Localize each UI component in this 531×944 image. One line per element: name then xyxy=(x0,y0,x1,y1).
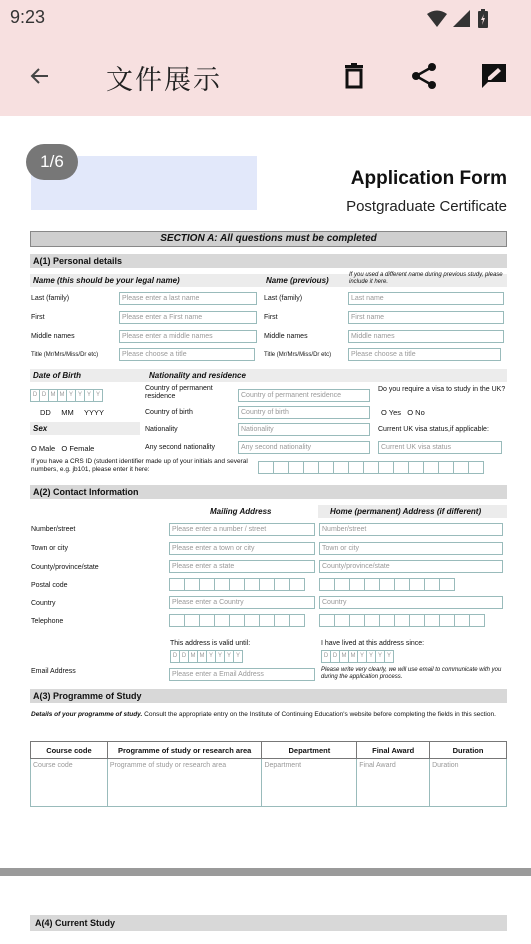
sex-header xyxy=(30,422,140,435)
battery-icon xyxy=(477,9,489,29)
a1-header: A(1) Personal details xyxy=(30,254,507,268)
name-legal-label: Name (this should be your legal name) xyxy=(33,276,180,285)
home-number-street-field[interactable]: Number/street xyxy=(319,523,503,536)
prev-last-name-field[interactable]: Last name xyxy=(348,292,504,305)
page-indicator: 1/6 xyxy=(26,144,78,180)
lived-since-label: I have lived at this address since: xyxy=(321,640,425,647)
mail-town-field[interactable]: Please enter a town or city xyxy=(169,542,315,555)
programme-header: Programme of study or research area xyxy=(107,742,262,759)
mailing-address-label: Mailing Address xyxy=(210,507,272,516)
prev-last-family-label: Last (family) xyxy=(264,295,303,302)
home-postal-cells[interactable] xyxy=(319,578,454,591)
country-label: Country xyxy=(31,600,56,607)
home-town-field[interactable]: Town or city xyxy=(319,542,503,555)
course-code-field[interactable]: Course code xyxy=(31,759,108,807)
feedback-edit-icon xyxy=(480,62,508,90)
prev-middle-names-field[interactable]: Middle names xyxy=(348,330,504,343)
home-country-field[interactable]: Country xyxy=(319,596,503,609)
country-perm-label: Country of permanent residence xyxy=(145,385,213,400)
prev-first-name-field[interactable]: First name xyxy=(348,311,504,324)
crs-id-cells[interactable] xyxy=(258,461,483,474)
crs-note: If you have a CRS ID (student identifier made up of your initials and several numbers, e.g. jb101, please enter it here: xyxy=(31,458,248,473)
prev-title-field[interactable]: Please choose a title xyxy=(348,348,501,361)
sex-options[interactable]: O Male O Female xyxy=(31,444,95,453)
last-name-field[interactable]: Please enter a last name xyxy=(119,292,257,305)
a2-header: A(2) Contact Information xyxy=(30,485,507,499)
valid-until-label: This address is valid until: xyxy=(170,640,251,647)
dob-label: Date of Birth xyxy=(33,371,81,380)
final-award-field[interactable]: Final Award xyxy=(357,759,430,807)
mail-telephone-cells[interactable] xyxy=(169,614,304,627)
nationality-field[interactable]: Nationality xyxy=(238,423,370,436)
email-field[interactable]: Please enter a Email Address xyxy=(169,668,315,681)
department-header: Department xyxy=(262,742,357,759)
middle-names-field[interactable]: Please enter a middle names xyxy=(119,330,257,343)
visa-question: Do you require a visa to study in the UK? xyxy=(378,386,506,393)
prev-title-label: Title (Mr/Mrs/Miss/Dr etc) xyxy=(264,352,332,358)
nationality-label: Nationality xyxy=(145,426,178,433)
programme-table-header xyxy=(31,742,507,759)
country-birth-label: Country of birth xyxy=(145,409,193,416)
mail-country-field[interactable]: Please enter a Country xyxy=(169,596,315,609)
dob-header-row xyxy=(30,369,507,382)
back-button[interactable] xyxy=(24,60,56,92)
annotate-button[interactable] xyxy=(478,60,510,92)
name-previous-note: If you used a different name during previous study, please include it here. xyxy=(349,272,503,285)
home-address-header xyxy=(318,505,507,518)
country-perm-field[interactable]: Country of permanent residence xyxy=(238,389,370,402)
first-label: First xyxy=(31,314,45,321)
duration-header: Duration xyxy=(430,742,507,759)
status-icons xyxy=(427,9,489,29)
uk-visa-status-field[interactable]: Current UK visa status xyxy=(378,441,502,454)
dob-format-hint: DD MM YYYY xyxy=(40,408,105,417)
signal-icon xyxy=(453,10,471,28)
prev-first-label: First xyxy=(264,314,278,321)
country-birth-field[interactable]: Country of birth xyxy=(238,406,370,419)
delete-button[interactable] xyxy=(338,60,370,92)
county-label: County/province/state xyxy=(31,564,99,571)
a3-details: Details of your programme of study. Consult the appropriate entry on the Institute of Continuing Education's website before completing the fields in this section. xyxy=(31,711,496,718)
mail-postal-cells[interactable] xyxy=(169,578,304,591)
mail-state-field[interactable]: Please enter a state xyxy=(169,560,315,573)
share-button[interactable] xyxy=(408,60,440,92)
programme-table-row xyxy=(31,759,507,807)
title-field[interactable]: Please choose a title xyxy=(119,348,255,361)
email-address-label: Email Address xyxy=(31,668,76,675)
home-state-field[interactable]: County/province/state xyxy=(319,560,503,573)
prev-middle-names-label: Middle names xyxy=(264,333,308,340)
dob-cells[interactable]: D D M M Y Y Y Y xyxy=(30,389,102,402)
a4-header: A(4) Current Study xyxy=(30,915,507,931)
arrow-back-icon xyxy=(28,64,52,88)
first-name-field[interactable]: Please enter a First name xyxy=(119,311,257,324)
valid-until-cells[interactable]: D D M M Y Y Y Y xyxy=(170,650,242,663)
last-family-label: Last (family) xyxy=(31,295,70,302)
email-note: Please write very clearly, we will use email to communicate with you during the application process. xyxy=(321,667,502,680)
form-subtitle: Postgraduate Certificate xyxy=(346,198,507,215)
nationality-residence-label: Nationality and residence xyxy=(149,371,246,380)
uk-visa-status-label: Current UK visa status,if applicable: xyxy=(378,426,489,433)
telephone-label: Telephone xyxy=(31,618,64,625)
second-nationality-field[interactable]: Any second nationality xyxy=(238,441,370,454)
section-a-header: SECTION A: All questions must be completed xyxy=(30,231,507,247)
trash-icon xyxy=(343,63,365,89)
page-divider xyxy=(0,868,531,876)
lived-since-cells[interactable]: D D M M Y Y Y Y xyxy=(321,650,393,663)
title-label: Title (Mr/Mrs/Miss/Dr etc) xyxy=(31,352,99,358)
programme-field[interactable]: Programme of study or research area xyxy=(107,759,262,807)
share-icon xyxy=(410,62,438,90)
second-nationality-label: Any second nationality xyxy=(145,444,216,451)
course-code-header: Course code xyxy=(31,742,108,759)
name-previous-label: Name (previous) xyxy=(266,276,329,285)
app-bar xyxy=(0,38,531,116)
wifi-icon xyxy=(427,10,447,28)
middle-names-label: Middle names xyxy=(31,333,75,340)
status-time: 9:23 xyxy=(10,7,46,27)
duration-field[interactable]: Duration xyxy=(430,759,507,807)
sex-label: Sex xyxy=(33,424,48,433)
page-title: 文件展示 xyxy=(106,65,222,96)
town-city-label: Town or city xyxy=(31,545,68,552)
a3-header: A(3) Programme of Study xyxy=(30,689,507,703)
home-telephone-cells[interactable] xyxy=(319,614,484,627)
postal-code-label: Postal code xyxy=(31,582,68,589)
form-title: Application Form xyxy=(350,168,507,189)
visa-options[interactable]: O Yes O No xyxy=(381,408,425,417)
number-street-label: Number/street xyxy=(31,526,76,533)
programme-table xyxy=(30,741,507,807)
status-bar xyxy=(0,0,531,38)
mail-number-street-field[interactable]: Please enter a number / street xyxy=(169,523,315,536)
final-award-header: Final Award xyxy=(357,742,430,759)
home-address-label: Home (permanent) Address (if different) xyxy=(330,507,482,516)
department-field[interactable]: Department xyxy=(262,759,357,807)
